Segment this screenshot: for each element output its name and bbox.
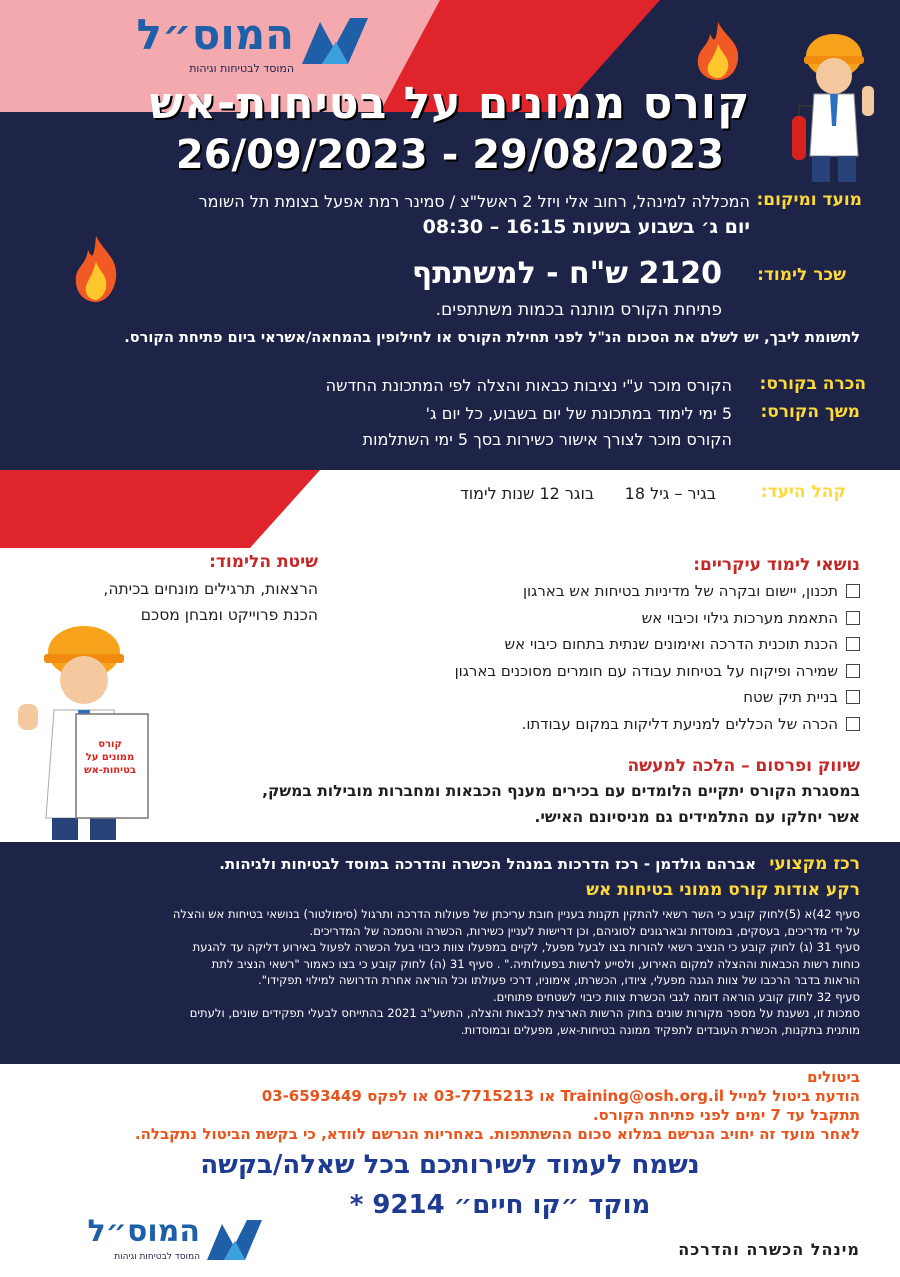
method-title: שיטת הלימוד: (209, 552, 318, 572)
topic-item: בניית תיק שטח (380, 684, 860, 711)
flame-icon (690, 20, 746, 82)
cancellation-title: ביטולים (807, 1068, 860, 1086)
background-text: סעיף 42)א (5)לחוק קובע כי השר רשאי להתקין תקנות בעניין חובת עריכתן של פעולות הדרכה ותרגול (סימולטור) בנושאי בטיחות אש והצלה על ידי מדריכים, בעסקים, במוסדות ובארגונים לסוגיהם, וכן דרישות לעניין כשירות, הכשרה והסמכה של המדריכים. סעיף 31 (ג) לחוק קובע כי הנציב רשאי להורות בצו לבעל מפעל, לקיים במפעלו צוות כיבוי בעל הכשרה לפעול באירוע דליקה עד להגעת כוחות רשות הכבאות וההצלה למקום האירוע, ולסייע לרשות בפעולותיה." . סעיף 31 (ה) לחוק קובע כי בצו כאמור "רשאי הנציב לתת הוראות בדבר הרכבו של צוות הגנה מפעלי, ציודו, הכשרתו, אימוניו, דרכי פעולתו וכל הוראה אחרת הדרושה למילוי תפקידו". סעיף 32 לחוק קובע הוראה דומה לגבי הכשרת צוות כיבוי לשטחים פתוחים. סמכות זו, נשענת על מספר מקורות שונים בחוק הרשות הארצית לכבאות והצלה, התשע"ב 2021 בהתייחס לבעלי תפקידים שונים, ולעתים מותנית בתקנות, הכשרת העובדים לתפקיד ממונה בטיחות-אש, מפעלים ובמוסדות. (172, 907, 860, 1037)
cancellation-line1: הודעת ביטול למייל Training@osh.org.il או 03-7715213 או לפקס 03-6593449 (261, 1087, 860, 1105)
flame-icon-2 (70, 234, 122, 304)
course-title: קורס ממונים על בטיחות-אש (149, 78, 751, 129)
topic-item: התאמת מערכות גילוי וכיבוי אש (380, 605, 860, 632)
footer-hotline: מוקד ״קו חיים״ 9214 * (349, 1190, 651, 1220)
venue-line2: יום ג׳ בשבוע בשעות 16:15 – 08:30 (422, 216, 750, 238)
background-title: רקע אודות קורס ממוני בטיחות אש (586, 880, 860, 900)
venue-label: מועד ומיקום: (756, 190, 862, 210)
method-line1: הרצאות, תרגילים מונחים בכיתה, (103, 580, 318, 598)
topic-item: הכרה של הכללים למניעת דליקות במקום עבודתו. (380, 711, 860, 738)
checkbox-icon (846, 611, 860, 625)
logo-text: המוס״ל (136, 10, 294, 59)
footer-logo-text: המוס״ל (87, 1214, 200, 1249)
fee-value: 2120 ש"ח - למשתתף (411, 256, 722, 291)
marketing-line2: אשר יחלקו עם התלמידים גם מניסיונם האישי. (534, 808, 860, 826)
topics-title: נושאי לימוד עיקריים: (693, 555, 860, 575)
header-logo (108, 8, 378, 80)
cancellation-line2: תתקבל עד 7 ימים לפני פתיחת הקורס. (592, 1106, 860, 1124)
logo-mark-icon (204, 1216, 264, 1266)
coordinator: רכז מקצועי אברהם גולדמן - רכז הדרכות במנהל הכשרה והדרכה במוסד לבטיחות ולגיהות. (219, 854, 860, 874)
checkbox-icon (846, 664, 860, 678)
footer-logo (70, 1212, 270, 1268)
duration-line1: 5 ימי לימוד במתכונת של יום בשבוע, כל יום ג' (425, 404, 732, 423)
topic-item: הכנת תוכנית הדרכה ואימונים שנתית בתחום כיבוי אש (380, 631, 860, 658)
checkbox-icon (846, 690, 860, 704)
footer-slogan: נשמח לעמוד לשירותכם בכל שאלה/בקשה (200, 1150, 700, 1180)
audience-label: קהל היעד: (760, 482, 846, 502)
fee-note: פתיחת הקורס מותנה בכמות משתתפים. (435, 300, 722, 320)
recognition-value: הקורס מוכר ע"י נציבות כבאות והצלה לפי המתכונת החדשה (325, 376, 732, 395)
topic-item: שמירה ופיקוח על בטיחות עבודה עם חומרים מסוכנים בארגון (380, 658, 860, 685)
cancellation-block (20, 1068, 860, 1144)
marketing-line1: במסגרת הקורס יתקיים הלומדים עם בכירים מענף הכבאות ומחברות מובילות במשק, (262, 782, 860, 800)
topic-item: תכנון, יישום ובקרה של מדיניות בטיחות אש בארגון (380, 578, 860, 605)
duration-label: משך הקורס: (760, 402, 860, 422)
marketing-title: שיווק ופרסום – הלכה למעשה (627, 756, 860, 776)
logo-subtext: המוסד לבטיחות וגיהות (189, 62, 294, 75)
method-line2: הכנת פרוייקט ומבחן מסכם (140, 606, 318, 624)
checkbox-icon (846, 717, 860, 731)
recognition-label: הכרה בקורס: (759, 374, 866, 394)
topics-list (380, 578, 860, 737)
checkbox-icon (846, 637, 860, 651)
payment-note: לתשומת ליבך, יש לשלם את הסכום הנ"ל לפני תחילת הקורס או לחילופין בהמחאה/אשראי ביום פתיחת הקורס. (124, 330, 860, 346)
fee-label: שכר לימוד: (757, 265, 846, 285)
character-sign: קורס ממונים על בטיחות-אש (84, 739, 136, 776)
footer-logo-subtext: המוסד לבטיחות וגיהות (114, 1252, 200, 1262)
course-dates: 26/09/2023 - 29/08/2023 (175, 132, 725, 178)
cancellation-line3: לאחר מועד זה יחויב הנרשם במלוא סכום ההשתתפות. באחריות הנרשם לוודא, כי בקשת הביטול נתקבלה. (134, 1125, 860, 1143)
audience-value: בגיר – גיל 18 בוגר 12 שנות לימוד (460, 484, 716, 503)
footer-department: מינהל הכשרה והדרכה (678, 1240, 860, 1259)
checkbox-icon (846, 584, 860, 598)
character-with-sign-icon (14, 618, 164, 843)
logo-mark-icon (298, 12, 372, 72)
venue-line1: המכללה למינהל, רחוב אלי ויזל 2 ראשל"צ / סמינר רמת אפעל בצומת תל השומר (198, 192, 750, 211)
duration-line2: הקורס מוכר לצורך אישור כשירות בסך 5 ימי השתלמות (362, 430, 732, 449)
